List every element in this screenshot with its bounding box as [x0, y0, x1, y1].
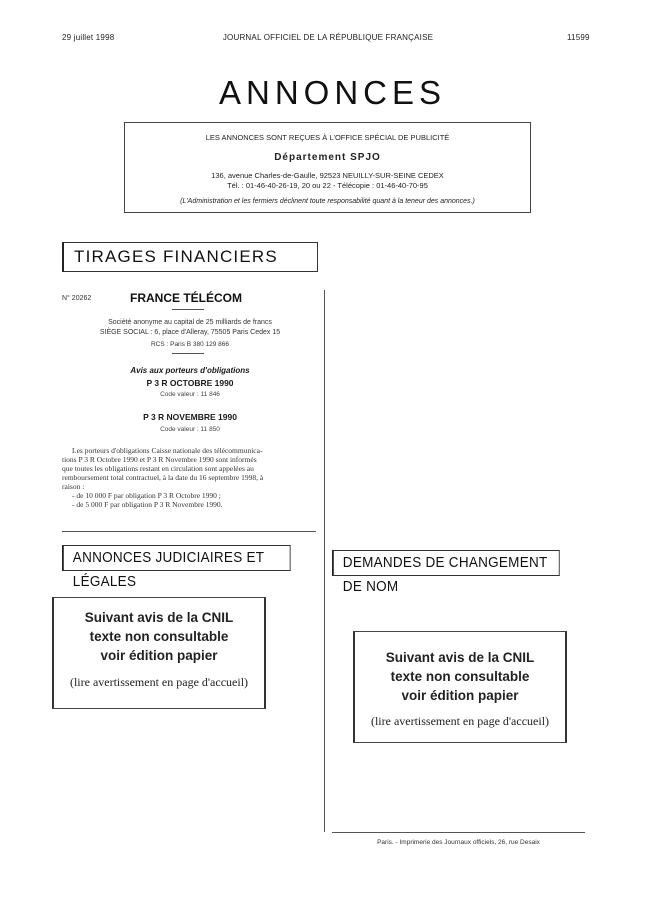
- section-tirages-financiers: TIRAGES FINANCIERS: [62, 242, 318, 272]
- notice-rule-2: [172, 353, 204, 354]
- cnil-left-line-2: texte non consultable: [89, 629, 229, 644]
- notice-number: N° 20262: [62, 295, 92, 302]
- column-divider: [324, 290, 325, 832]
- notice-rcs: RCS : Paris B 380 129 866: [150, 341, 230, 348]
- notice-para-line: que toutes les obligations restant en circulation sont appelées au: [62, 464, 254, 473]
- notice-item-1: - de 10 000 F par obligation P 3 R Octobre 1990 ;: [72, 491, 221, 500]
- cnil-right-line-3: voir édition papier: [401, 688, 519, 703]
- info-line-received: LES ANNONCES SONT REÇUES À L'OFFICE SPÉCIAL DE PUBLICITÉ: [205, 133, 450, 142]
- notice-avis: Avis aux porteurs d'obligations: [130, 366, 250, 375]
- footer-imprint: Paris. - Imprimerie des Journaux officiels, 26, rue Desaix: [377, 839, 540, 846]
- notice-paragraph: [62, 446, 316, 509]
- header-page-number: 11599: [567, 33, 590, 42]
- cnil-right-line-1: Suivant avis de la CNIL: [385, 650, 535, 665]
- notice-rule-1: [172, 309, 204, 310]
- info-phones: Tél. : 01-46-40-26-19, 20 ou 22 - Télécopie : 01-46-40-70-95: [227, 181, 428, 190]
- footer-rule: [332, 832, 585, 833]
- info-department: Département SPJO: [274, 152, 381, 163]
- info-box: [124, 122, 531, 213]
- cnil-notice-left: [52, 597, 266, 709]
- cnil-left-line-3: voir édition papier: [100, 648, 218, 663]
- notice-para-line: raison :: [62, 482, 85, 491]
- notice-company: FRANCE TÉLÉCOM: [130, 291, 242, 305]
- notice-code-2: Code valeur : 11 850: [160, 426, 220, 433]
- cnil-notice-right: [353, 631, 567, 743]
- cnil-left-line-1: Suivant avis de la CNIL: [84, 610, 234, 625]
- notice-para-line: Les porteurs d'obligations Caisse nationale des télécommunica-: [72, 446, 263, 455]
- section-rule-left: [62, 531, 316, 532]
- notice-para-line: tions P 3 R Octobre 1990 et P 3 R Novembre 1990 sont informés: [62, 455, 257, 464]
- section-annonces-judiciaires: ANNONCES JUDICIAIRES ET LÉGALES: [62, 545, 291, 571]
- notice-bond-1: P 3 R OCTOBRE 1990: [146, 378, 234, 388]
- notice-bond-2: P 3 R NOVEMBRE 1990: [143, 412, 237, 422]
- info-address: 136, avenue Charles-de-Gaulle, 92523 NEUILLY-SUR-SEINE CEDEX: [211, 171, 444, 180]
- notice-item-2: - de 5 000 F par obligation P 3 R Novembre 1990.: [72, 500, 223, 509]
- cnil-right-line-4: (lire avertissement en page d'accueil): [370, 714, 550, 728]
- notice-capital: Société anonyme au capital de 25 milliards de francs: [108, 319, 272, 326]
- cnil-right-line-2: texte non consultable: [390, 669, 530, 684]
- notice-code-1: Code valeur : 11 846: [160, 391, 220, 398]
- notice-para-line: remboursement total contractuel, à la date du 16 septembre 1998, à: [62, 473, 264, 482]
- header-date: 29 juillet 1998: [62, 33, 115, 42]
- header-journal: JOURNAL OFFICIEL DE LA RÉPUBLIQUE FRANÇAISE: [222, 33, 434, 42]
- info-disclaimer: (L'Administration et les fermiers déclinent toute responsabilité quant à la teneur des annonces.): [180, 198, 475, 205]
- page-title: ANNONCES: [218, 74, 447, 111]
- notice-siege: SIÈGE SOCIAL : 6, place d'Alleray, 75505 Paris Cedex 15: [99, 329, 281, 336]
- cnil-left-line-4: (lire avertissement en page d'accueil): [69, 675, 249, 689]
- section-changement-nom: DEMANDES DE CHANGEMENT DE NOM: [332, 550, 560, 576]
